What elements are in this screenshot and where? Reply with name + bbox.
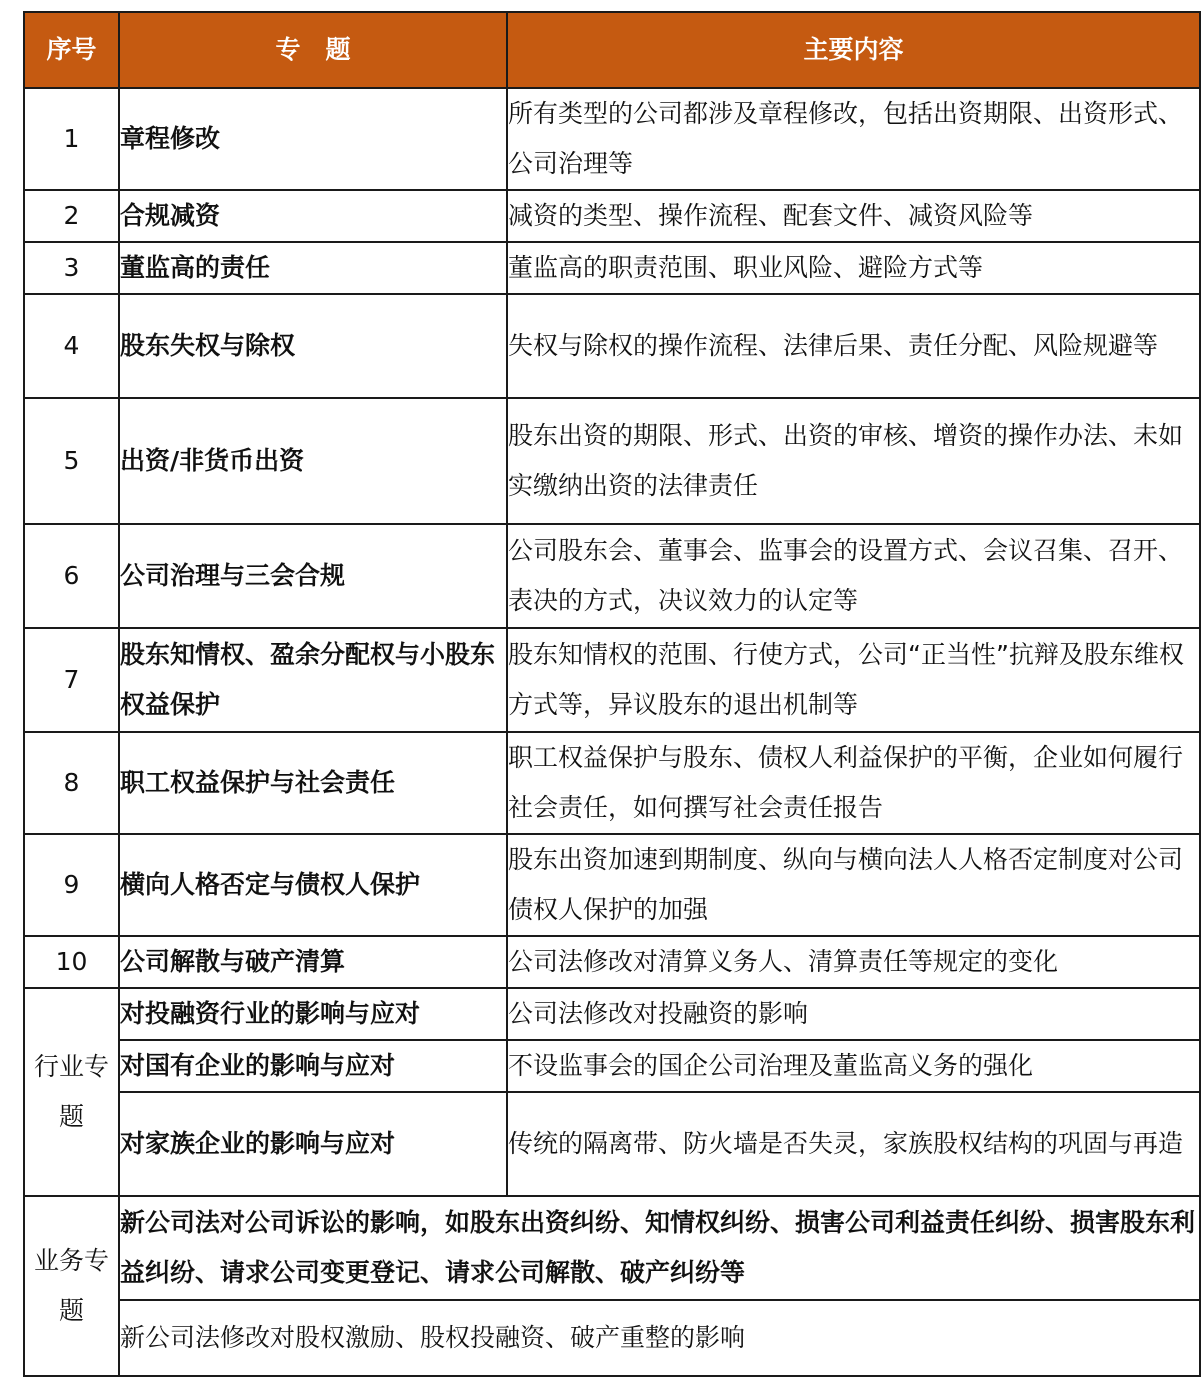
row-topic: 对投融资行业的影响与应对 bbox=[119, 988, 507, 1040]
row-content: 不设监事会的国企公司治理及董监高义务的强化 bbox=[507, 1040, 1200, 1092]
row-number: 1 bbox=[24, 88, 119, 190]
table-row bbox=[24, 1092, 1200, 1196]
table-row bbox=[24, 834, 1200, 936]
table-row bbox=[24, 524, 1200, 628]
row-number: 6 bbox=[24, 524, 119, 628]
table-row bbox=[24, 398, 1200, 524]
row-topic: 合规减资 bbox=[119, 190, 507, 242]
row-topic: 对国有企业的影响与应对 bbox=[119, 1040, 507, 1092]
row-number: 4 bbox=[24, 294, 119, 398]
row-content: 减资的类型、操作流程、配套文件、减资风险等 bbox=[507, 190, 1200, 242]
table-row bbox=[24, 1300, 1200, 1376]
row-topic: 章程修改 bbox=[119, 88, 507, 190]
row-content-span: 新公司法修改对股权激励、股权投融资、破产重整的影响 bbox=[119, 1300, 1200, 1376]
table-row bbox=[24, 988, 1200, 1040]
row-topic: 股东知情权、盈余分配权与小股东权益保护 bbox=[119, 628, 507, 732]
table-row bbox=[24, 88, 1200, 190]
topics-table bbox=[23, 11, 1201, 1377]
row-topic: 对家族企业的影响与应对 bbox=[119, 1092, 507, 1196]
row-topic: 公司解散与破产清算 bbox=[119, 936, 507, 988]
row-content: 股东出资加速到期制度、纵向与横向法人人格否定制度对公司债权人保护的加强 bbox=[507, 834, 1200, 936]
row-number: 3 bbox=[24, 242, 119, 294]
row-topic: 出资/非货币出资 bbox=[119, 398, 507, 524]
row-content: 失权与除权的操作流程、法律后果、责任分配、风险规避等 bbox=[507, 294, 1200, 398]
row-content: 董监高的职责范围、职业风险、避险方式等 bbox=[507, 242, 1200, 294]
row-content: 传统的隔离带、防火墙是否失灵，家族股权结构的巩固与再造 bbox=[507, 1092, 1200, 1196]
table-row bbox=[24, 1196, 1200, 1300]
table-row bbox=[24, 190, 1200, 242]
industry-group-label: 行业专题 bbox=[24, 988, 119, 1196]
header-content: 主要内容 bbox=[507, 12, 1200, 88]
table-row bbox=[24, 732, 1200, 834]
row-topic: 职工权益保护与社会责任 bbox=[119, 732, 507, 834]
row-topic: 公司治理与三会合规 bbox=[119, 524, 507, 628]
row-number: 5 bbox=[24, 398, 119, 524]
row-number: 8 bbox=[24, 732, 119, 834]
table-row bbox=[24, 1040, 1200, 1092]
row-number: 10 bbox=[24, 936, 119, 988]
row-content: 公司法修改对投融资的影响 bbox=[507, 988, 1200, 1040]
table-row bbox=[24, 628, 1200, 732]
row-content: 股东出资的期限、形式、出资的审核、增资的操作办法、未如实缴纳出资的法律责任 bbox=[507, 398, 1200, 524]
table-row bbox=[24, 936, 1200, 988]
business-group-label: 业务专题 bbox=[24, 1196, 119, 1376]
table-header-row bbox=[24, 12, 1200, 88]
row-content-span: 新公司法对公司诉讼的影响，如股东出资纠纷、知情权纠纷、损害公司利益责任纠纷、损害股东利益纠纷、请求公司变更登记、请求公司解散、破产纠纷等 bbox=[119, 1196, 1200, 1300]
row-content: 公司法修改对清算义务人、清算责任等规定的变化 bbox=[507, 936, 1200, 988]
row-topic: 横向人格否定与债权人保护 bbox=[119, 834, 507, 936]
row-content: 所有类型的公司都涉及章程修改，包括出资期限、出资形式、公司治理等 bbox=[507, 88, 1200, 190]
row-topic: 董监高的责任 bbox=[119, 242, 507, 294]
header-no: 序号 bbox=[24, 12, 119, 88]
header-topic: 专 题 bbox=[119, 12, 507, 88]
row-number: 9 bbox=[24, 834, 119, 936]
table-row bbox=[24, 294, 1200, 398]
row-content: 股东知情权的范围、行使方式，公司“正当性”抗辩及股东维权方式等，异议股东的退出机制等 bbox=[507, 628, 1200, 732]
row-content: 职工权益保护与股东、债权人利益保护的平衡，企业如何履行社会责任，如何撰写社会责任报告 bbox=[507, 732, 1200, 834]
row-number: 7 bbox=[24, 628, 119, 732]
row-content: 公司股东会、董事会、监事会的设置方式、会议召集、召开、表决的方式，决议效力的认定等 bbox=[507, 524, 1200, 628]
table-row bbox=[24, 242, 1200, 294]
row-topic: 股东失权与除权 bbox=[119, 294, 507, 398]
row-number: 2 bbox=[24, 190, 119, 242]
